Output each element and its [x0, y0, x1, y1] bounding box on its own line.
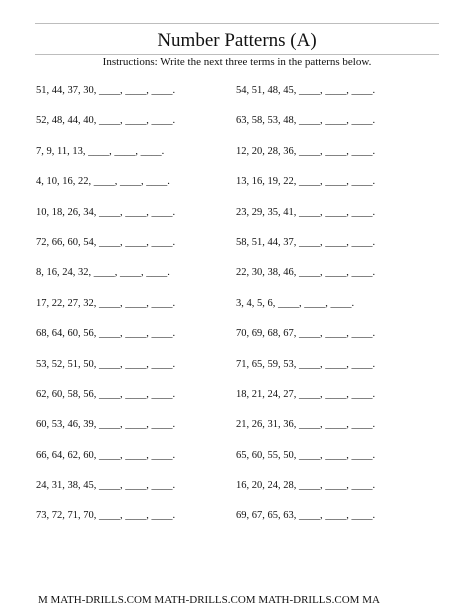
problem-right: 16, 20, 24, 28, ____, ____, ____.	[236, 480, 376, 492]
problem-row	[0, 266, 474, 296]
problem-row	[0, 449, 474, 479]
problem-row	[0, 206, 474, 236]
problem-row	[0, 84, 474, 114]
problem-right: 69, 67, 65, 63, ____, ____, ____.	[236, 510, 376, 522]
problem-grid	[0, 84, 474, 540]
header-top-rule	[35, 23, 439, 24]
problem-right: 70, 69, 68, 67, ____, ____, ____.	[236, 328, 376, 340]
problem-right: 65, 60, 55, 50, ____, ____, ____.	[236, 449, 376, 461]
problem-left: 17, 22, 27, 32, ____, ____, ____.	[36, 297, 176, 309]
problem-left: 68, 64, 60, 56, ____, ____, ____.	[36, 328, 176, 340]
problem-right: 63, 58, 53, 48, ____, ____, ____.	[236, 115, 376, 127]
problem-row	[0, 327, 474, 357]
problem-right: 71, 65, 59, 53, ____, ____, ____.	[236, 358, 376, 370]
problem-right: 12, 20, 28, 36, ____, ____, ____.	[236, 145, 376, 157]
problem-right: 23, 29, 35, 41, ____, ____, ____.	[236, 206, 376, 218]
problem-row	[0, 388, 474, 418]
problem-right: 58, 51, 44, 37, ____, ____, ____.	[236, 236, 376, 248]
problem-right: 22, 30, 38, 46, ____, ____, ____.	[236, 267, 376, 279]
problem-left: 62, 60, 58, 56, ____, ____, ____.	[36, 388, 176, 400]
problem-left: 4, 10, 16, 22, ____, ____, ____.	[36, 176, 170, 188]
problem-row	[0, 358, 474, 388]
problem-left: 10, 18, 26, 34, ____, ____, ____.	[36, 206, 176, 218]
problem-left: 51, 44, 37, 30, ____, ____, ____.	[36, 85, 176, 96]
problem-left: 72, 66, 60, 54, ____, ____, ____.	[36, 236, 176, 248]
problem-right: 13, 16, 19, 22, ____, ____, ____.	[236, 176, 376, 188]
problem-row	[0, 479, 474, 509]
problem-row	[0, 175, 474, 205]
footer-watermark	[0, 593, 474, 607]
problem-row	[0, 297, 474, 327]
footer-text: M MATH-DRILLS.COM MATH-DRILLS.COM MATH-DRILLS.COM MA	[38, 594, 380, 606]
problem-left: 66, 64, 62, 60, ____, ____, ____.	[36, 449, 176, 461]
worksheet-title: Number Patterns (A)	[157, 30, 317, 51]
problem-row	[0, 418, 474, 448]
problem-row	[0, 236, 474, 266]
problem-left: 53, 52, 51, 50, ____, ____, ____.	[36, 358, 176, 370]
problem-left: 7, 9, 11, 13, ____, ____, ____.	[36, 145, 165, 157]
problem-left: 52, 48, 44, 40, ____, ____, ____.	[36, 115, 176, 127]
instructions-text: Instructions: Write the next three terms in the patterns below.	[102, 56, 372, 68]
problem-left: 60, 53, 46, 39, ____, ____, ____.	[36, 419, 176, 431]
problem-left: 8, 16, 24, 32, ____, ____, ____.	[36, 267, 170, 279]
problem-row	[0, 114, 474, 144]
problem-right: 21, 26, 31, 36, ____, ____, ____.	[236, 419, 376, 431]
problem-row	[0, 145, 474, 175]
problem-right: 3, 4, 5, 6, ____, ____, ____.	[236, 297, 355, 309]
problem-left: 73, 72, 71, 70, ____, ____, ____.	[36, 510, 176, 522]
problem-right: 18, 21, 24, 27, ____, ____, ____.	[236, 388, 376, 400]
problem-right: 54, 51, 48, 45, ____, ____, ____.	[236, 85, 376, 96]
problem-left: 24, 31, 38, 45, ____, ____, ____.	[36, 480, 176, 492]
problem-row	[0, 509, 474, 539]
